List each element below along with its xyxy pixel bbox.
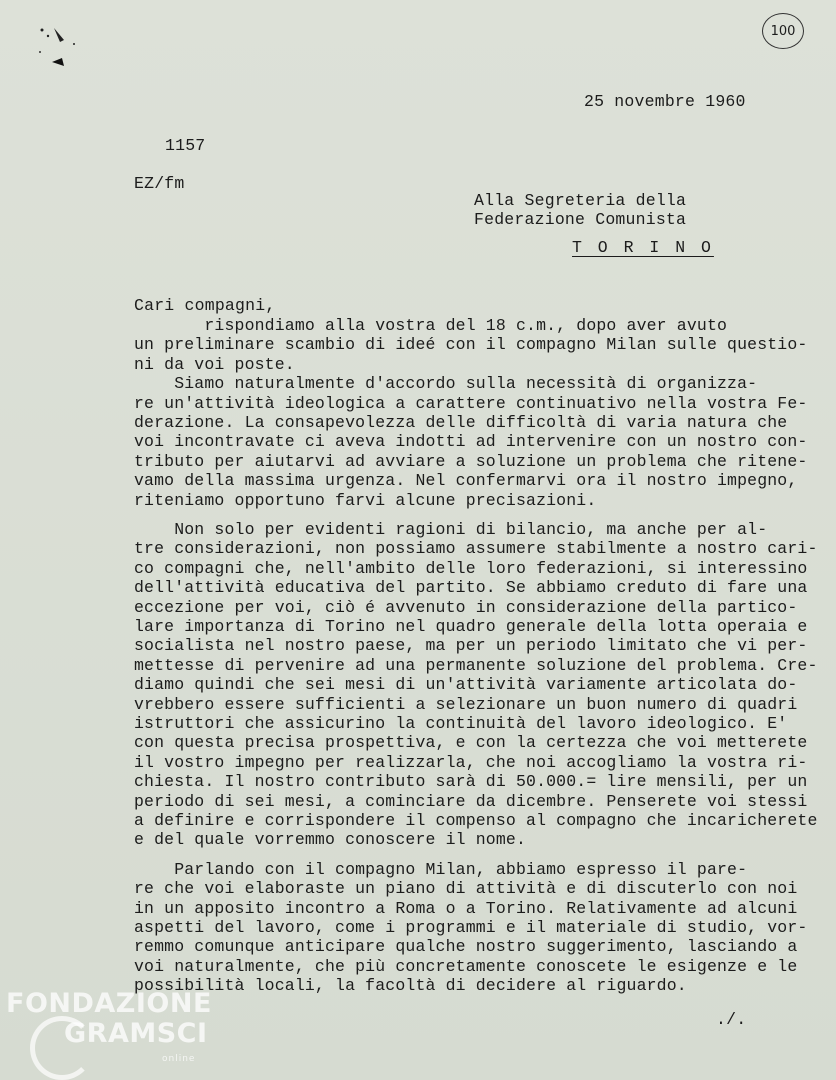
body-line: dell'attività educativa del partito. Se abbiamo creduto di fare una [134,578,808,598]
watermark-line-1: FONDAZIONE [6,988,212,1019]
recipient-line-2: Federazione Comunista [474,210,687,229]
body-line: in un apposito incontro a Roma o a Torino. Relativamente ad alcuni [134,898,798,918]
watermark-line-3: online [162,1054,196,1064]
body-line: e del quale vorremmo conoscere il nome. [134,830,527,850]
body-line: ni da voi poste. [134,354,295,374]
watermark [6,988,212,1064]
body-line: voi naturalmente, che più concretamente conoscete le esigenze e le [134,956,798,976]
watermark-line-2: GRAMSCI [64,1018,208,1049]
body-line: riteniamo opportuno farvi alcune precisazioni. [134,490,597,510]
reference-initials: EZ/fm [134,174,185,193]
body-line: chiesta. Il nostro contributo sarà di 50.000.= lire mensili, per un [134,772,808,792]
body-line: tre considerazioni, non possiamo assumere stabilmente a nostro cari- [134,539,818,559]
body-line: lare importanza di Torino nel quadro generale della lotta operaia e [134,617,808,636]
body-line: a definire e corrispondere il compenso al compagno che incaricherete [134,811,818,830]
body-line: diamo quindi che sei mesi di un'attività variamente articolata do- [134,675,798,695]
body-line: Parlando con il compagno Milan, abbiamo espresso il pare- [134,859,748,879]
ink-marks [34,22,104,72]
body-line: re un'attività ideologica a carattere continuativo nella vostra Fe- [134,393,808,413]
body-line: mettesse di pervenire ad una permanente soluzione del problema. Cre- [134,655,818,675]
body-line: aspetti del lavoro, come i programmi e il materiale di studio, vor- [134,918,808,937]
body-line: rispondiamo alla vostra del 18 c.m., dopo aver avuto [134,316,728,335]
protocol-number: 1157 [165,136,206,155]
body-line: vamo della massima urgenza. Nel confermarvi ora il nostro impegno, [134,471,798,491]
archive-page-number: 100 [762,13,804,49]
body-line: possibilità locali, la facoltà di decidere al riguardo. [134,976,687,996]
body-line: eccezione per voi, ciò é avvenuto in considerazione della partico- [134,597,798,617]
recipient-line-1: Alla Segreteria della [474,191,687,210]
body-line: remmo comunque anticipare qualche nostro suggerimento, lasciando a [134,937,798,957]
body-line: un preliminare scambio di ideé con il compagno Milan sulle questio- [134,335,808,355]
body-line: socialista nel nostro paese, ma per un periodo limitato che vi per- [134,636,808,656]
body-line: vrebbero essere sufficienti a selezionare un buon numero di quadri [134,694,798,714]
body-line: istruttori che assicurino la continuità del lavoro ideologico. E' [134,714,788,733]
salutation: Cari compagni, [134,296,276,315]
body-line: con questa precisa prospettiva, e con la certezza che voi metterete [134,733,808,753]
body-line: derazione. La consapevolezza delle difficoltà di varia natura che [134,413,788,432]
continuation-mark: ./. [716,1010,747,1029]
body-line: voi incontravate ci aveva indotti ad intervenire con un nostro con- [134,432,808,452]
body-line: tributo per aiutarvi ad avviare a soluzione un problema che ritene- [134,451,808,471]
body-line: re che voi elaboraste un piano di attività e di discuterlo con noi [134,879,798,899]
body-line: Siamo naturalmente d'accordo sulla necessità di organizza- [134,374,758,394]
recipient-city: T O R I N O [572,238,714,257]
body-line: Non solo per evidenti ragioni di bilancio, ma anche per al- [134,520,768,539]
body-line: co compagni che, nell'ambito delle loro federazioni, si interessino [134,558,808,578]
letter-date: 25 novembre 1960 [584,92,746,111]
body-line: il vostro impegno per realizzarla, che noi accogliamo la vostra ri- [134,752,808,772]
body-line: periodo di sei mesi, a cominciare da dicembre. Penserete voi stessi [134,791,808,811]
